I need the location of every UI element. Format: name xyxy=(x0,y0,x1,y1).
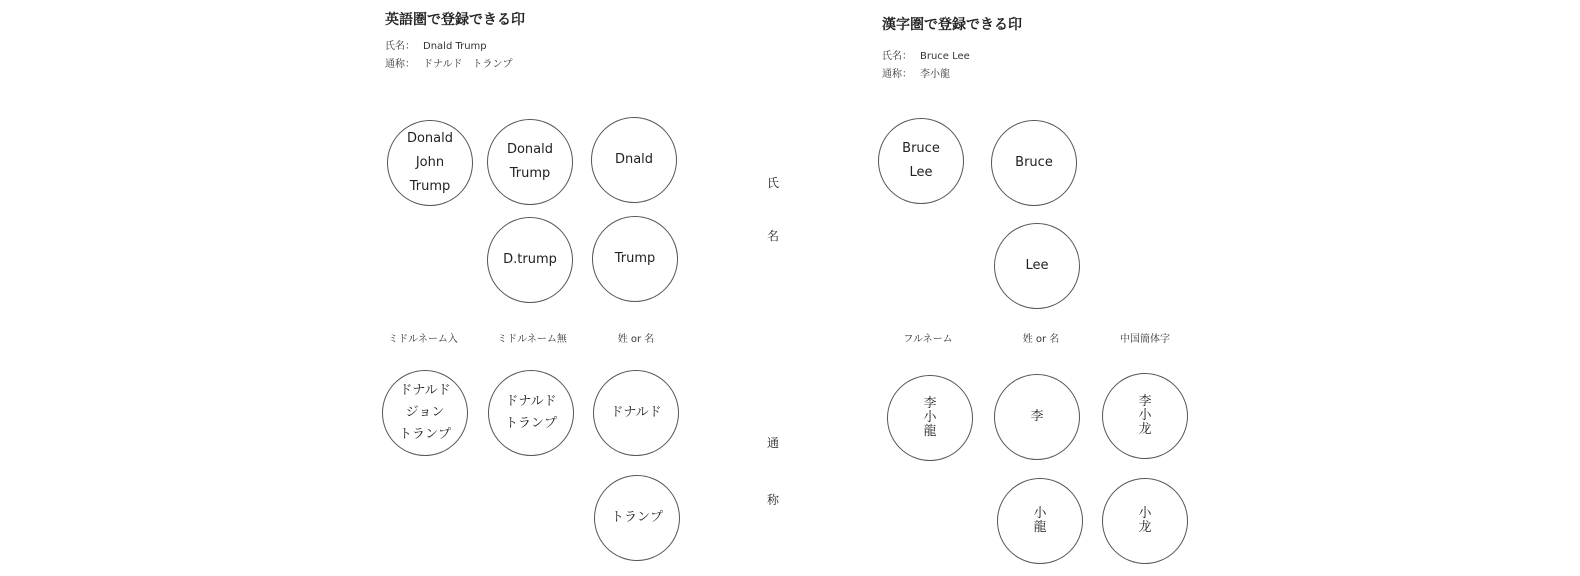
right-title: 漢字圏で登録できる印 xyxy=(882,17,1022,33)
seal-text: Bruce Lee xyxy=(902,141,940,180)
seal-text: ドナルド ジョン トランプ xyxy=(398,383,451,442)
seal-text: Donald Trump xyxy=(506,142,554,181)
seal-bruce xyxy=(991,120,1077,206)
left-alias-row xyxy=(385,56,513,74)
center-name-label-2: 名 xyxy=(766,229,780,243)
right-name-key: 氏名： xyxy=(882,51,912,62)
seal-d-trump xyxy=(487,217,573,303)
left-name-row xyxy=(385,38,513,56)
seal-text: 李 xyxy=(1030,409,1044,424)
seal-xiaolong-simplified xyxy=(1102,478,1188,564)
seal-text: 小 龍 xyxy=(1033,506,1047,535)
seal-lee xyxy=(994,223,1080,309)
right-alias-row xyxy=(882,66,970,84)
seal-text: D.trump xyxy=(503,252,557,267)
seal-li-xiaolong-simplified xyxy=(1102,373,1188,459)
seal-trump xyxy=(592,216,678,302)
seal-li xyxy=(994,374,1080,460)
seal-donald-john-trump-kana xyxy=(382,370,468,456)
left-info xyxy=(385,38,513,74)
center-alias-label-2: 称 xyxy=(766,493,780,507)
seal-text: ドナルド xyxy=(610,405,662,420)
right-column-label-fullname: フルネーム xyxy=(903,334,953,345)
seal-text: 小 龙 xyxy=(1138,506,1152,535)
seal-donald-trump-kana xyxy=(488,370,574,456)
seal-text: Lee xyxy=(1025,258,1049,273)
seal-donald-john-trump xyxy=(387,120,473,206)
left-column-label-surname-or-given: 姓 or 名 xyxy=(617,334,655,345)
seal-text: トランプ xyxy=(610,510,663,525)
left-column-label-middle: ミドルネーム入 xyxy=(388,334,458,345)
seal-text: Dnald xyxy=(614,152,654,167)
right-alias-value: 李小龍 xyxy=(920,69,950,80)
center-alias-label-1: 通 xyxy=(766,436,780,450)
seal-li-xiaolong xyxy=(887,375,973,461)
seal-text: Donald John Trump xyxy=(406,131,454,194)
seal-text: 李 小 龙 xyxy=(1138,394,1152,437)
seal-dnald xyxy=(591,117,677,203)
seal-text: ドナルド トランプ xyxy=(504,394,557,431)
right-alias-key: 通称： xyxy=(882,69,912,80)
right-name-value: Bruce Lee xyxy=(920,51,970,62)
seal-xiaolong xyxy=(997,478,1083,564)
left-alias-value: ドナルド トランプ xyxy=(423,59,513,70)
right-column-label-simplified: 中国簡体字 xyxy=(1120,334,1170,345)
right-name-row xyxy=(882,48,970,66)
left-alias-key: 通称： xyxy=(385,59,415,70)
center-name-label-1: 氏 xyxy=(766,176,780,190)
seal-donald-kana xyxy=(593,370,679,456)
right-info xyxy=(882,48,970,84)
seal-text: 李 小 龍 xyxy=(923,396,937,439)
left-title: 英語圏で登録できる印 xyxy=(385,12,525,28)
left-name-value: Dnald Trump xyxy=(423,41,487,52)
seal-text: Trump xyxy=(614,251,656,266)
seal-text: Bruce xyxy=(1015,155,1053,170)
right-column-label-surname-or-given: 姓 or 名 xyxy=(1022,334,1060,345)
seal-bruce-lee xyxy=(878,118,964,204)
left-column-label-no-middle: ミドルネーム無 xyxy=(497,334,567,345)
seal-trump-kana xyxy=(594,475,680,561)
seal-donald-trump xyxy=(487,119,573,205)
left-name-key: 氏名： xyxy=(385,41,415,52)
